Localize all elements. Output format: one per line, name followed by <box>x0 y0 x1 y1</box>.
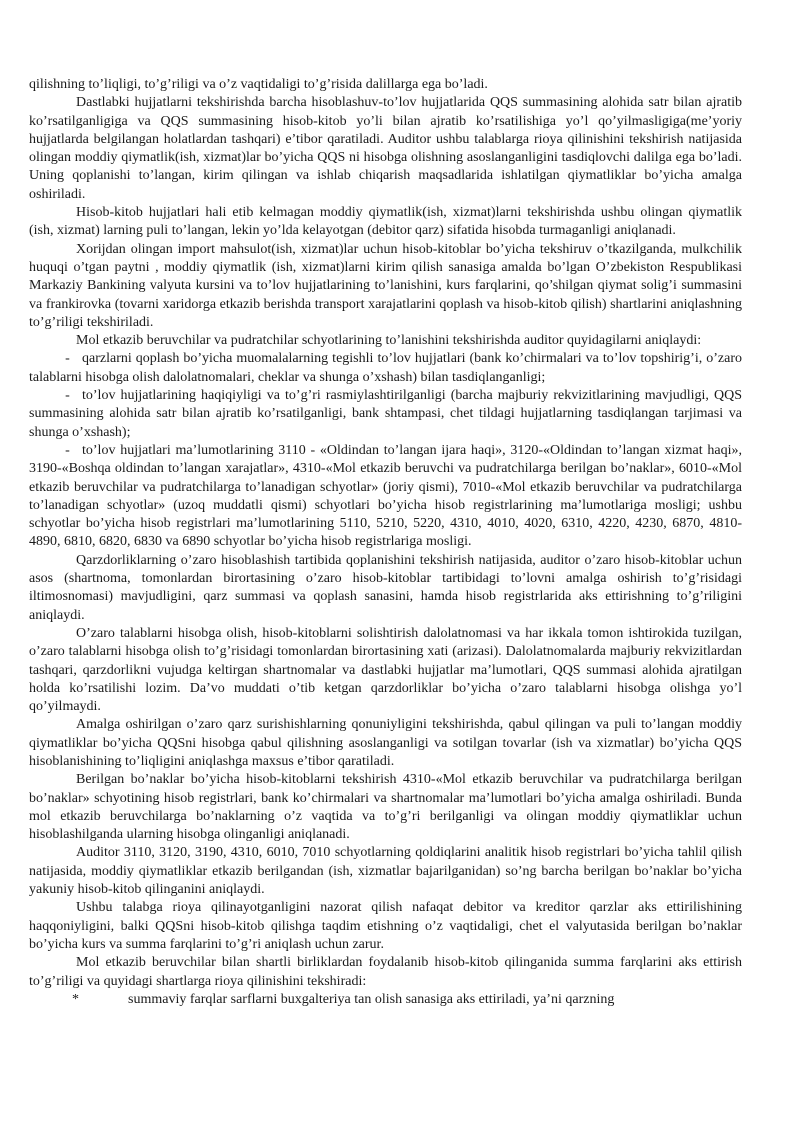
list-item <box>29 991 742 1009</box>
paragraph: Dastlabki hujjatlarni tekshirishda barcha hisoblashuv-to’lov hujjatlarida QQS summasining alohida satr bilan ajratib ko’rsatilganligiga va QQS summasining hisob-kitob yo’li bilan ajratib ko’rsatilishiga yo’l qo’yilmasligiga(me’yoriy hujjatlarda belgilangan holatlardan tashqari) e’tibor qaratiladi. Auditor ushbu talablarga rioya qilinishini tekshirish natijasida olingan moddiy qiymatlik(ish, xizmat)lar bo’yicha QQS ni hisobga olishning asoslanganligini tasdiqlovchi dalilga ega bo’ladi. Uning qoplanishi to’langan, kirim qilingan va ishlab chiqarish maqsadlarida ishlatilgan qiymatliklar bo’yicha amalga oshiriladi. <box>29 95 742 202</box>
paragraph: Ushbu talabga rioya qilinayotganligini nazorat qilish nafaqat debitor va kreditor qarzlar aks ettirilishining haqqoniyligini, balki QQSni hisob-kitob qilishga taqdim etishning o’z vaqtidaligi, chet el valyutasida berilgan bo’naklar bo’yicha kurs va summa farqlarini to’g’ri aniqlash uchun zarur. <box>29 900 742 952</box>
list-item <box>29 442 742 552</box>
list-marker: - <box>65 351 70 367</box>
paragraph: Berilgan bo’naklar bo’yicha hisob-kitoblarni tekshirish 4310-«Mol etkazib beruvchilar va pudratchilarga berilgan bo’naklar» schyotining hisob registrlari, bank ko’chirmalari va shartnomalar ma’lumotlari bo’yicha amalga oshiriladi. Bunda mol etkazib beruvchilarga bo’naklarning o’z vaqtida va to’g’ri berilganligi va olingan moddiy qiymatliklar uchun hisoblashilganda ularning hisobga olinganligi aniqlanadi. <box>29 772 742 843</box>
paragraph: qilishning to’liqligi, to’g’riligi va o’z vaqtidaligi to’g’risida dalillarga ega bo’ladi. <box>29 77 488 92</box>
list-item-text: summaviy farqlar sarflarni buxgalteriya tan olish sanasiga aks ettiriladi, ya’ni qarzning <box>128 991 615 1007</box>
list-item <box>29 350 742 387</box>
list-marker: - <box>65 388 70 404</box>
paragraph: Hisob-kitob hujjatlari hali etib kelmagan moddiy qiymatlik(ish, xizmat)larni tekshirishda ushbu olingan qiymatlik (ish, xizmat) larning puli to’langan, lekin yo’lda kelayotgan (debitor qarz) sifatida hisobda turmaganligi aniqlanadi. <box>29 205 742 239</box>
paragraph: Mol etkazib beruvchilar va pudratchilar schyotlarining to’lanishini tekshirishda auditor quyidagilarni aniqlaydi: <box>76 333 702 349</box>
star-list <box>29 991 742 1009</box>
list-marker: - <box>65 442 70 458</box>
list-item <box>29 387 742 442</box>
paragraph: Mol etkazib beruvchilar bilan shartli birliklardan foydalanib hisob-kitob qilinganida summa farqlarini aks ettirish to’g’riligi va quyidagi shartlarga rioya qilinishini tekshiradi: <box>29 955 742 989</box>
paragraph: O’zaro talablarni hisobga olish, hisob-kitoblarni solishtirish dalolatnomasi va har ikkala tomon ishtirokida tuzilgan, o’zaro talablarni hisobga olish to’g’risidagi tomonlardan birortasining xati (arizasi). Dalolatnomalarda majburiy rekvizitlardan tashqari, qarzdorlikni vujudga keltirgan shartnomalar va dastlabki hujjatlar ma’lumotlari, QQS summasi alohida ajratilgan holda ko’rsatilishi lozim. Da’vo muddati o’tib ketgan qarzdorliklar bo’yicha o’zaro talablarni hisobga olishga yo’l qo’yilmaydi. <box>29 625 742 715</box>
paragraph-group-1 <box>29 76 742 350</box>
list-marker: * <box>72 991 79 1007</box>
list-item-text: qarzlarni qoplash bo’yicha muomalalarning tegishli to’lov hujjatlari (bank ko’chirmalari va to’lov topshirig’i, o’zaro talablarni hisobga olish dalolatnomalari, cheklar va shunga o’xshash) bilan tasdiqlanganligi; <box>29 351 742 385</box>
list-item-text: to’lov hujjatlarining haqiqiyligi va to’g’ri rasmiylashtirilganligi (barcha majburiy rekvizitlarining mavjudligi, QQS summasining alohida satr bilan ajratib ko’rsatilganligi, bank shtampasi, chet tildagi hujjatlarning tasdiqlangan tarjimasi va shunga o’xshash); <box>29 388 742 440</box>
paragraph: Xorijdan olingan import mahsulot(ish, xizmat)lar uchun hisob-kitoblar bo’yicha tekshiruv o’tkazilganda, mulkchilik huquqi o’tgan paytni , moddiy qiymatlik (ish, xizmat)larni kirim qilish sanasiga amalda bo’lgan O’zbekiston Respublikasi Markaziy Bankining valyuta kursini va to’lov hujjatlarining to’lanishini, kurs farqlarini, qo’shilgan qiymat solig’i summasini va frankirovka (tovarni xaridorga etkazib berishda transport xarajatlarini qoplash va hisob-kitob qilish) shartlarini aniqlashning to’g’riligi tekshiriladi. <box>29 241 742 330</box>
paragraph: Auditor 3110, 3120, 3190, 4310, 6010, 7010 schyotlarning qoldiqlarini analitik hisob registrlari bo’yicha tahlil qilish natijasida, moddiy qiymatliklar etkazib berilgandan (ish, xizmatlar bajarilganidan) so’ng barcha berilgan bo’naklar bo’yicha yakuniy hisob-kitob qilinganini aniqlaydi. <box>29 845 742 898</box>
list-item-text: to’lov hujjatlari ma’lumotlarining 3110 - «Oldindan to’langan ijara haqi», 3120-«Oldindan to’langan xizmat haqi», 3190-«Boshqa oldindan to’langan xarajatlar», 4310-«Mol etkazib beruvchi va pudratchilarga berilgan bo’naklar», 6010-«Mol etkazib beruvchilar va pudratchilarga to’lanadigan schyotlar» (joriy qismi), 7010-«Mol etkazib beruvchilar va pudratchilarga to’lanadigan schyotlar» (uzoq muddatli qismi) schyotlari bo’yicha hisob registrlarining ma’lumotlariga mosligi; ushbu schyotlar bo’yicha hisob registrlari ma’lumotlarining 5110, 5210, 5220, 4310, 4010, 4020, 6310, 4220, 4230, 6870, 4810-4890, 6810, 6820, 6830 va 6890 schyotlar bo’yicha hisob registrlariga mosligi. <box>29 442 742 550</box>
paragraph: Amalga oshirilgan o’zaro qarz surishishlarning qonuniyligini tekshirishda, qabul qilingan va puli to’langan moddiy qiymatliklar bo’yicha QQSni hisobga qabul qilishning asoslanganligi va sotilgan tovarlar (ish va xizmatlar) bo’yicha QQS hisoblanishining to’liqligini aniqlashga maxsus e’tibor qaratiladi. <box>29 717 742 769</box>
dash-list <box>29 350 742 551</box>
paragraph-group-2 <box>29 552 742 991</box>
paragraph: Qarzdorliklarning o’zaro hisoblashish tartibida qoplanishini tekshirish natijasida, auditor o’zaro hisob-kitoblar uchun asos (shartnoma, tomonlardan birortasining o’zaro hisob-kitoblar tartibidagi to’lovni amalga oshirish to’g’risidagi iltimosnomasi) mavjudligini, qarz summasi va qoplash sanasini, hamda hisob registrlarida aks ettirishning to’g’riligini aniqlaydi. <box>29 552 742 623</box>
